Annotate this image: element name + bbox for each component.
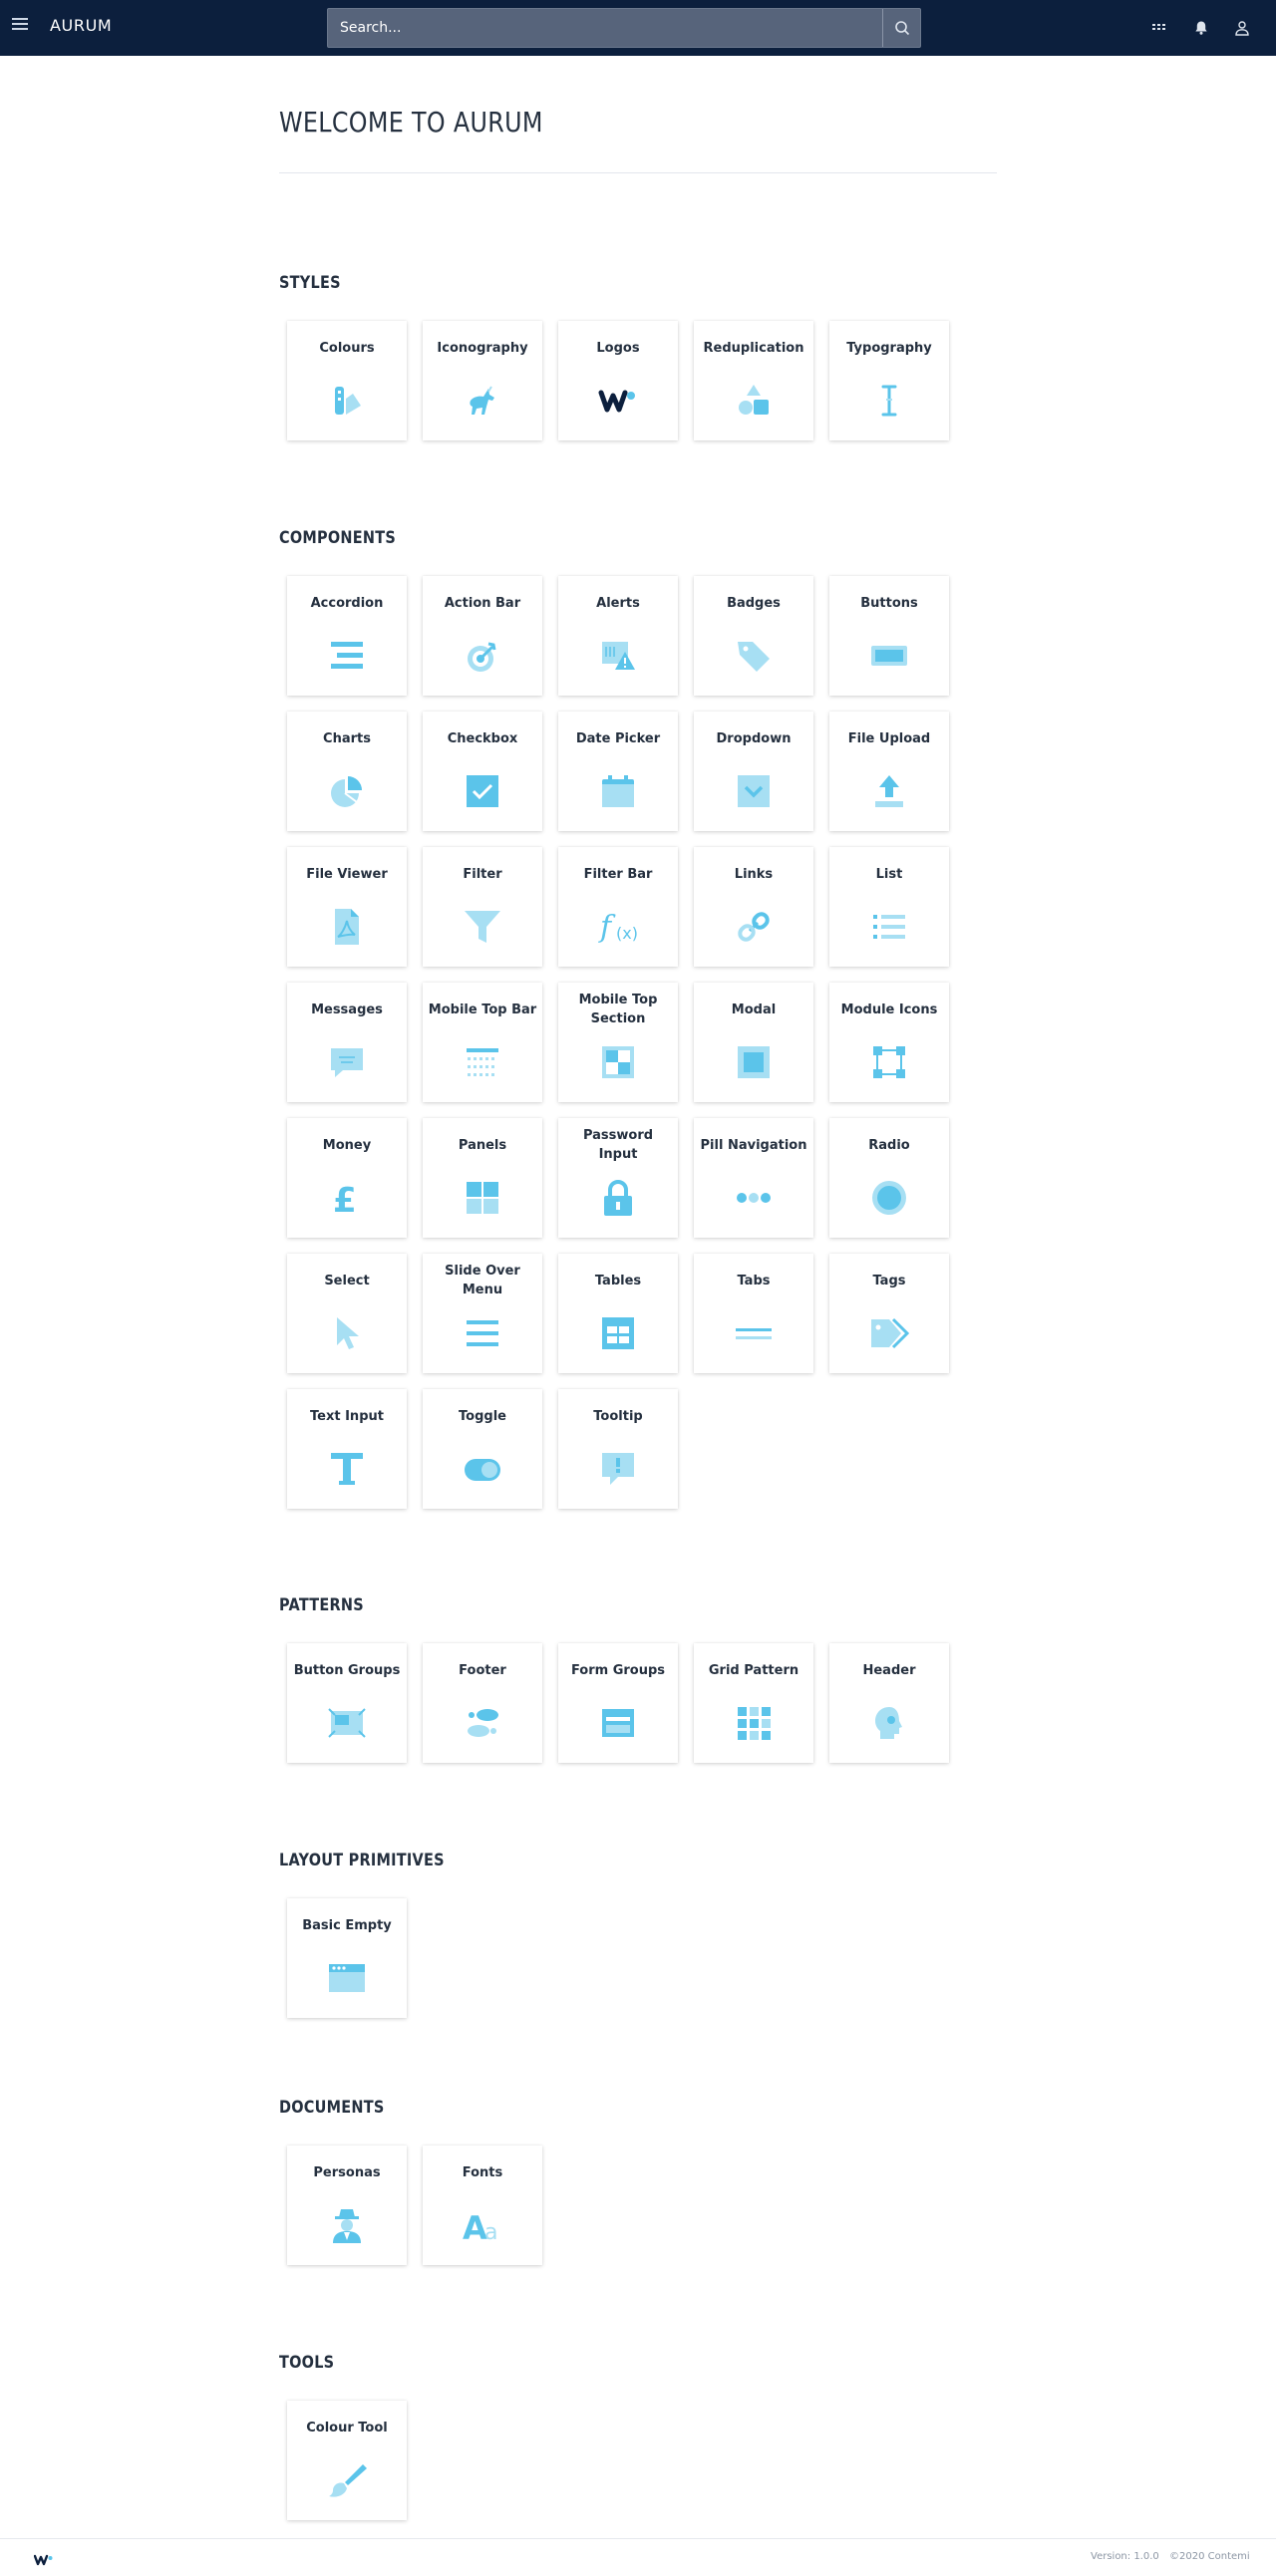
card-typography[interactable] — [829, 321, 949, 440]
card-label: Tooltip — [593, 1409, 643, 1424]
card-date-picker[interactable] — [558, 712, 678, 831]
calendar-icon — [598, 771, 638, 811]
toggle-icon — [463, 1449, 502, 1489]
card-label: Date Picker — [575, 731, 661, 746]
svg-text:A: A — [463, 2209, 487, 2245]
footer-version: Version: 1.0.0 — [1091, 2551, 1159, 2562]
title-divider — [279, 172, 997, 173]
svg-text:a: a — [484, 2220, 498, 2245]
search-button[interactable] — [882, 9, 920, 47]
card-password-input[interactable] — [558, 1118, 678, 1238]
card-mobile-top-bar[interactable] — [423, 983, 542, 1102]
card-label: Slide Over Menu — [445, 1264, 520, 1297]
card-label: Password Input — [582, 1128, 654, 1162]
card-filter-bar[interactable] — [558, 847, 678, 967]
card-action-bar[interactable] — [423, 576, 542, 696]
section-title-styles: STYLES — [279, 273, 341, 293]
card-header[interactable] — [829, 1643, 949, 1763]
card-label: Reduplication — [703, 341, 804, 356]
card-basic-empty[interactable] — [287, 1898, 407, 2018]
card-pill-navigation[interactable] — [694, 1118, 813, 1238]
card-list[interactable] — [829, 847, 949, 967]
card-slide-over-menu[interactable] — [423, 1254, 542, 1373]
apps-grid-icon[interactable] — [1147, 16, 1171, 40]
card-panels[interactable] — [423, 1118, 542, 1238]
card-label: Basic Empty — [302, 1918, 392, 1933]
panels-icon — [463, 1178, 502, 1218]
card-reduplication[interactable] — [694, 321, 813, 440]
card-label: Links — [734, 867, 774, 882]
card-label: Dropdown — [716, 731, 792, 746]
dropdown-icon — [734, 771, 774, 811]
upload-icon — [869, 771, 909, 811]
persona-icon — [327, 2205, 367, 2245]
card-label: Buttons — [860, 596, 918, 611]
card-label: Accordion — [310, 596, 384, 611]
search-icon — [894, 20, 910, 36]
card-accordion[interactable] — [287, 576, 407, 696]
card-label: Pill Navigation — [700, 1138, 807, 1153]
card-radio[interactable] — [829, 1118, 949, 1238]
card-label: Toggle — [459, 1409, 506, 1424]
modal-icon — [734, 1042, 774, 1082]
card-tables[interactable] — [558, 1254, 678, 1373]
card-label: Tags — [872, 1274, 906, 1288]
card-modal[interactable] — [694, 983, 813, 1102]
card-label: Fonts — [462, 2165, 503, 2180]
card-grid-pattern[interactable] — [694, 1643, 813, 1763]
font-icon — [463, 2205, 502, 2245]
card-money[interactable] — [287, 1118, 407, 1238]
pie-chart-icon — [327, 771, 367, 811]
card-label: Logos — [596, 341, 640, 356]
tooltip-icon — [598, 1449, 638, 1489]
pound-icon — [327, 1178, 367, 1218]
card-label: Iconography — [437, 341, 528, 356]
card-label: List — [875, 867, 903, 882]
message-icon — [327, 1042, 367, 1082]
card-label: Mobile Top Section — [578, 993, 658, 1026]
footer-copyright: ©2020 Contemi — [1169, 2551, 1250, 2562]
card-label: Modal — [731, 1002, 777, 1017]
browser-window-icon — [327, 1958, 367, 1998]
accordion-icon — [327, 636, 367, 676]
pdf-file-icon — [327, 907, 367, 947]
card-colour-tool[interactable] — [287, 2401, 407, 2520]
card-label: Filter Bar — [583, 867, 653, 882]
card-file-upload[interactable] — [829, 712, 949, 831]
section-title-layout-primitives: LAYOUT PRIMITIVES — [279, 1851, 445, 1870]
card-label: Alerts — [596, 596, 640, 611]
card-text-input[interactable] — [287, 1389, 407, 1509]
card-buttons[interactable] — [829, 576, 949, 696]
card-badges[interactable] — [694, 576, 813, 696]
section-title-tools: TOOLS — [279, 2353, 335, 2373]
head-icon — [869, 1703, 909, 1743]
card-tabs[interactable] — [694, 1254, 813, 1373]
card-label: Filter — [463, 867, 502, 882]
card-label: Form Groups — [570, 1663, 666, 1678]
mobile-top-section-icon — [598, 1042, 638, 1082]
card-label: File Upload — [847, 731, 931, 746]
card-colours[interactable] — [287, 321, 407, 440]
card-dropdown[interactable] — [694, 712, 813, 831]
checkbox-icon — [463, 771, 502, 811]
menu-lines-icon — [463, 1313, 502, 1353]
footer-logo-icon — [34, 2551, 54, 2570]
tags-icon — [869, 1313, 909, 1353]
card-label: Charts — [323, 731, 371, 746]
search-input[interactable] — [328, 9, 882, 47]
card-alerts[interactable] — [558, 576, 678, 696]
section-title-patterns: PATTERNS — [279, 1595, 364, 1615]
tabs-icon — [734, 1313, 774, 1353]
dots-icon — [734, 1178, 774, 1218]
card-select[interactable] — [287, 1254, 407, 1373]
card-fonts[interactable] — [423, 2146, 542, 2265]
notification-bell-icon[interactable] — [1189, 16, 1213, 40]
card-label: File Viewer — [306, 867, 388, 882]
card-label: Radio — [868, 1138, 910, 1153]
card-toggle[interactable] — [423, 1389, 542, 1509]
svg-text:£: £ — [333, 1181, 357, 1218]
svg-text:f: f — [600, 910, 612, 945]
card-label: Action Bar — [444, 596, 521, 611]
card-label: Text Input — [310, 1409, 384, 1424]
card-form-groups[interactable] — [558, 1643, 678, 1763]
form-icon — [598, 1703, 638, 1743]
svg-text:(x): (x) — [616, 924, 638, 943]
card-label: Checkbox — [447, 731, 518, 746]
mobile-top-bar-icon — [463, 1042, 502, 1082]
brush-icon — [327, 2460, 367, 2500]
section-title-documents: DOCUMENTS — [279, 2098, 385, 2118]
card-filter[interactable] — [423, 847, 542, 967]
alert-icon — [598, 636, 638, 676]
link-icon — [734, 907, 774, 947]
page-title: WELCOME TO AURUM — [279, 106, 543, 139]
button-group-icon — [327, 1703, 367, 1743]
card-mobile-top-section[interactable] — [558, 983, 678, 1102]
card-label: Personas — [313, 2165, 381, 2180]
card-label: Module Icons — [840, 1002, 938, 1017]
card-charts[interactable] — [287, 712, 407, 831]
card-button-groups[interactable] — [287, 1643, 407, 1763]
page-footer — [0, 2538, 1276, 2576]
card-module-icons[interactable] — [829, 983, 949, 1102]
function-icon — [598, 907, 638, 947]
card-footer[interactable] — [423, 1643, 542, 1763]
app-name[interactable]: AURUM — [50, 16, 113, 35]
user-profile-icon[interactable] — [1230, 16, 1254, 40]
pointer-icon — [327, 1313, 367, 1353]
card-personas[interactable] — [287, 2146, 407, 2265]
section-title-components: COMPONENTS — [279, 528, 397, 548]
card-label: Typography — [846, 341, 932, 356]
top-bar — [0, 0, 1276, 56]
table-icon — [598, 1313, 638, 1353]
button-icon — [869, 636, 909, 676]
card-iconography[interactable] — [423, 321, 542, 440]
text-cursor-icon — [869, 381, 909, 421]
funnel-icon — [463, 907, 502, 947]
card-messages[interactable] — [287, 983, 407, 1102]
list-icon — [869, 907, 909, 947]
logo-icon — [598, 381, 638, 421]
card-label: Mobile Top Bar — [428, 1002, 537, 1017]
card-label: Money — [322, 1138, 372, 1153]
card-links[interactable] — [694, 847, 813, 967]
card-file-viewer[interactable] — [287, 847, 407, 967]
card-label: Badges — [727, 596, 781, 611]
card-label: Button Groups — [293, 1663, 401, 1678]
lock-icon — [598, 1178, 638, 1218]
card-tags[interactable] — [829, 1254, 949, 1373]
search-box — [327, 8, 921, 48]
shapes-icon — [734, 381, 774, 421]
card-label: Footer — [459, 1663, 506, 1678]
card-label: Select — [324, 1274, 370, 1288]
footprints-icon — [463, 1703, 502, 1743]
card-label: Grid Pattern — [708, 1663, 799, 1678]
card-label: Colours — [319, 341, 375, 356]
unicorn-icon — [463, 381, 502, 421]
card-logos[interactable] — [558, 321, 678, 440]
card-label: Tables — [594, 1274, 642, 1288]
card-label: Messages — [311, 1002, 383, 1017]
card-label: Header — [862, 1663, 916, 1678]
tag-icon — [734, 636, 774, 676]
grid-icon — [734, 1703, 774, 1743]
module-icon — [869, 1042, 909, 1082]
target-icon — [463, 636, 502, 676]
card-label: Tabs — [737, 1274, 771, 1288]
text-t-icon — [327, 1449, 367, 1489]
colours-icon — [327, 381, 367, 421]
card-label: Colour Tool — [306, 2421, 388, 2435]
card-tooltip[interactable] — [558, 1389, 678, 1509]
hamburger-menu-icon[interactable] — [12, 18, 28, 38]
card-label: Panels — [458, 1138, 507, 1153]
radio-icon — [869, 1178, 909, 1218]
card-checkbox[interactable] — [423, 712, 542, 831]
